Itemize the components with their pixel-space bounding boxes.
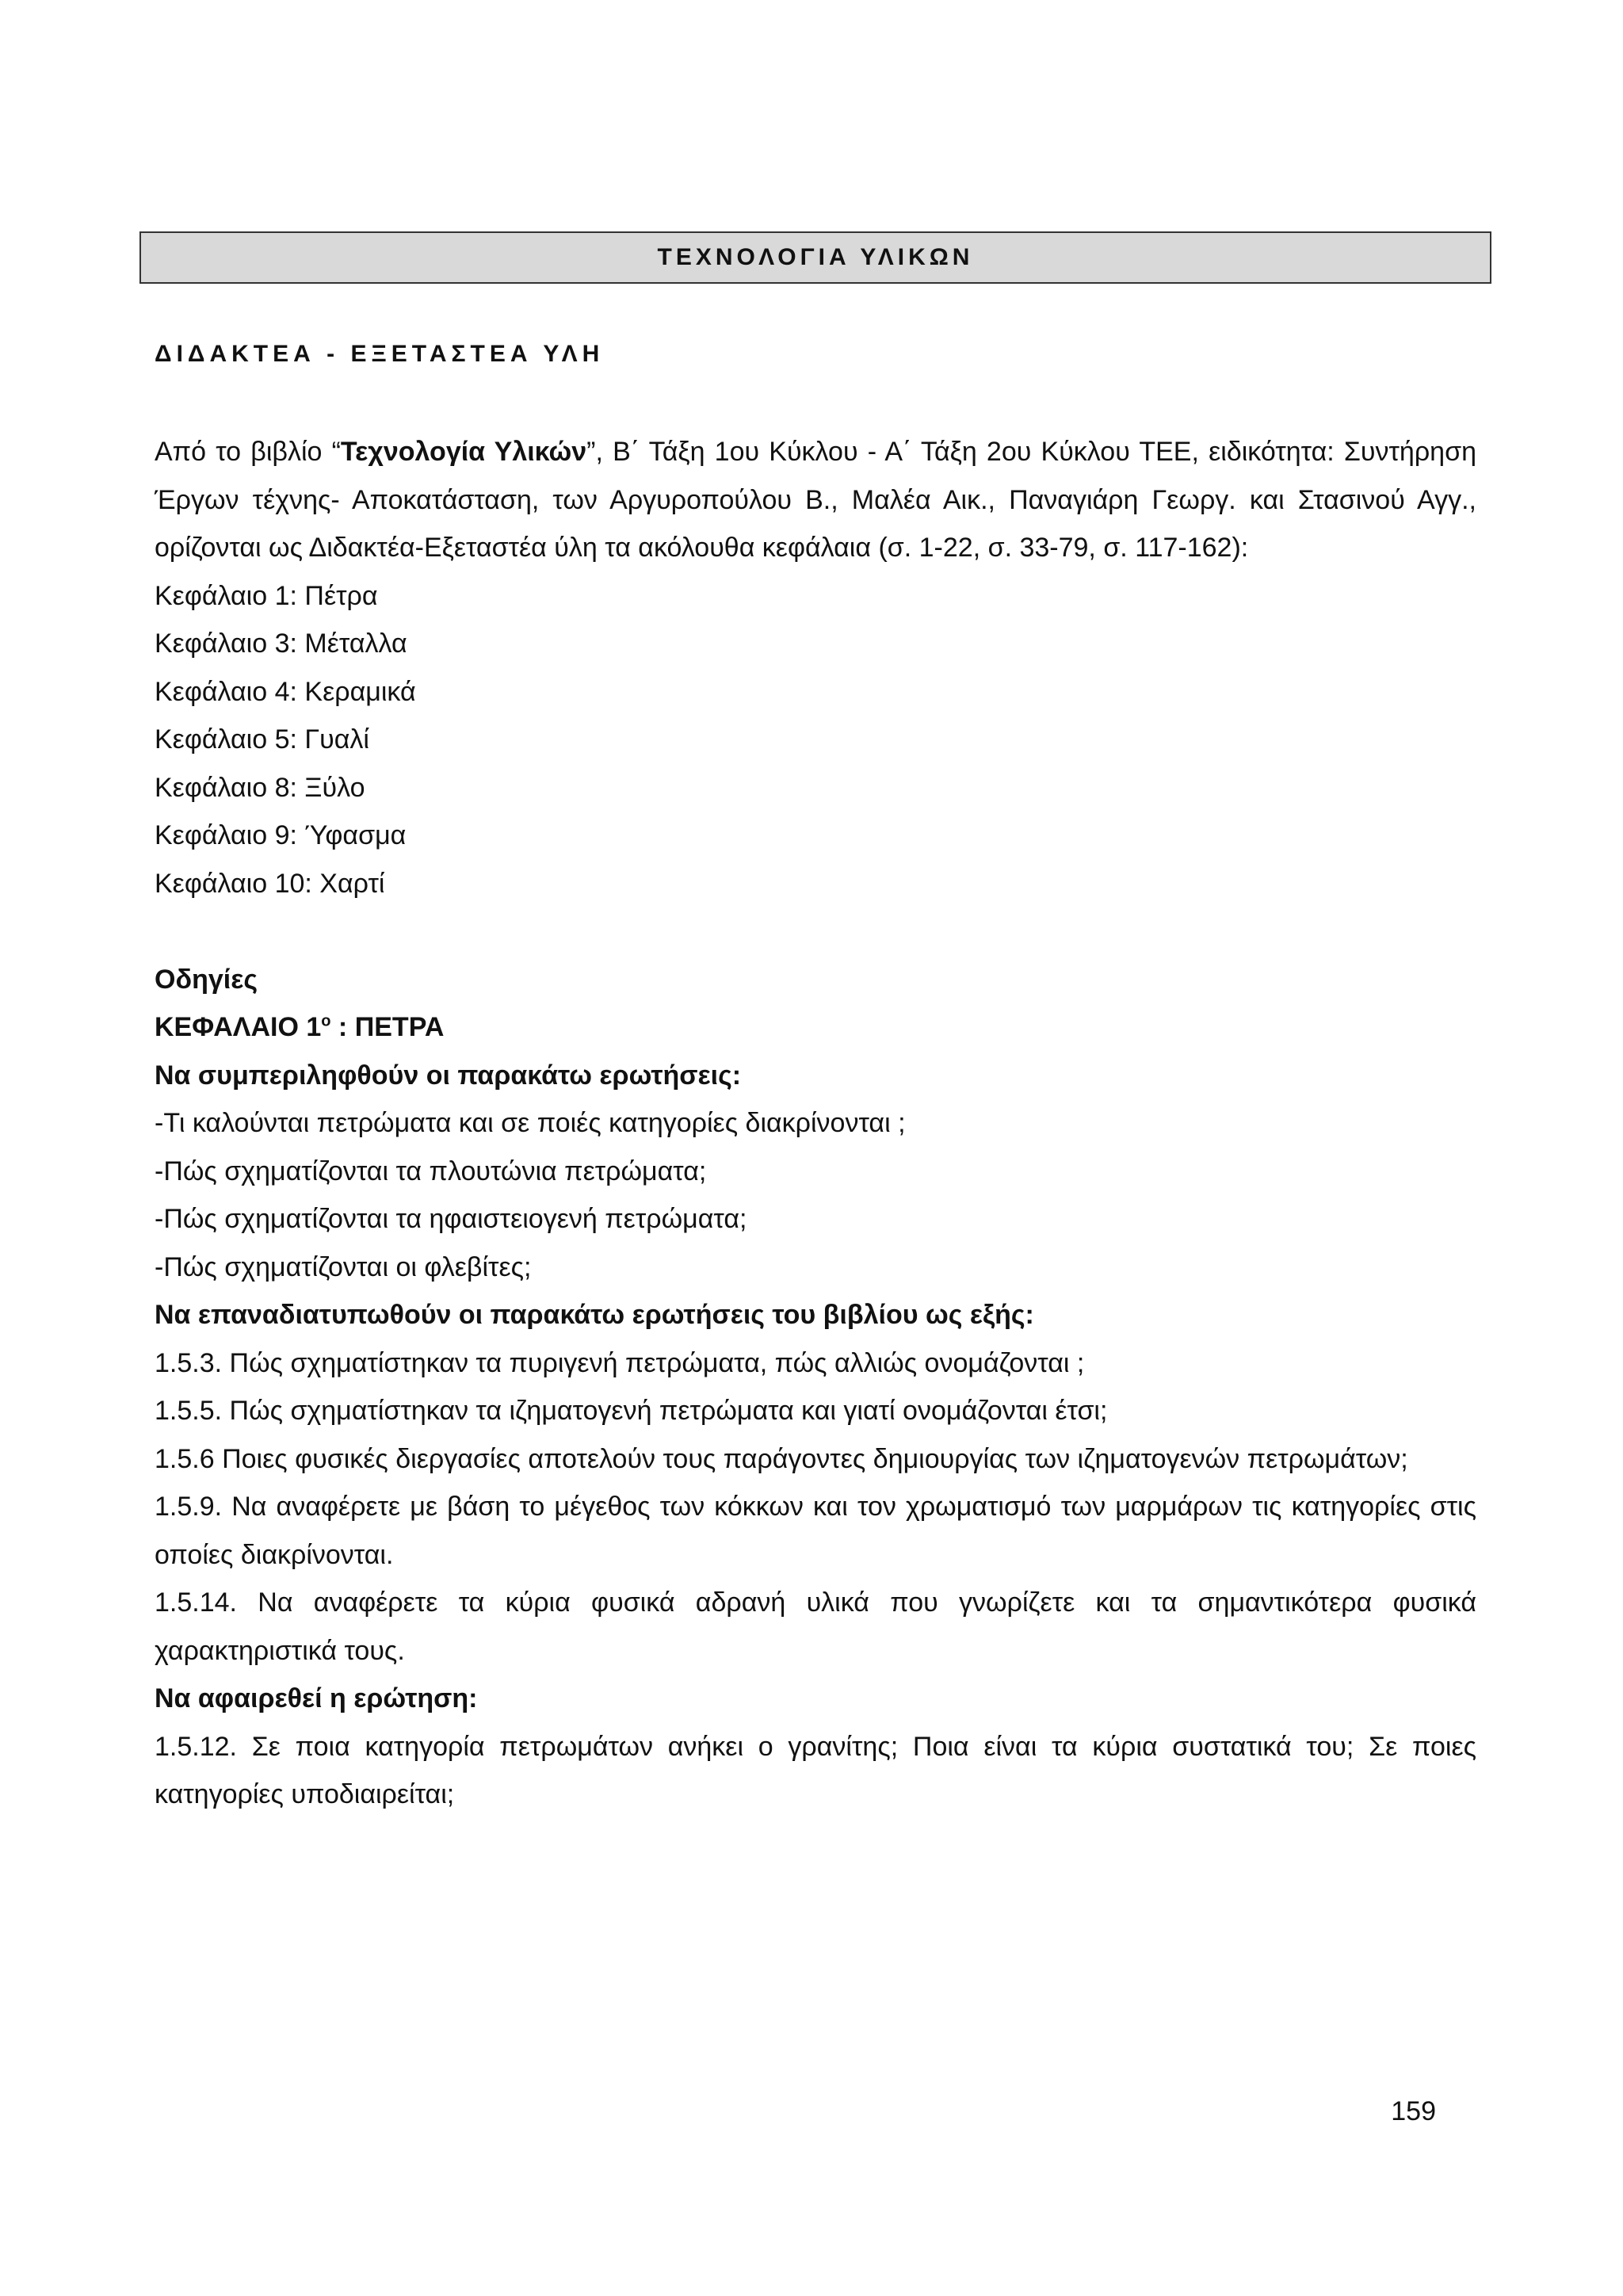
question-item: 1.5.14. Να αναφέρετε τα κύρια φυσικά αδρανή υλικά που γνωρίζετε και τα σημαντικότερα φυσικά χαρακτηριστικά τους. [155,1587,1476,1666]
intro-suffix: ”, Β΄ Τάξη 1ου Κύκλου - Α΄ Τάξη 2ου Κύκλου ΤΕΕ, ειδικότητα: Συντήρηση Έργων τέχνης- Αποκατάσταση, των Αργυροπούλου Β., Μαλέα Αικ., Παναγιάρη Γεωργ. και Στασινού Αγγ., ορίζονται ως Διδακτέα-Εξεταστέα ύλη τα ακόλουθα κεφάλαια (σ. 1-22, σ. 33-79, σ. 117-162): [155,437,1476,563]
question-item: -Πώς σχηματίζονται τα πλουτώνια πετρώματα; [155,1156,707,1186]
chapter-heading-ordinal: ο [321,1012,331,1030]
question-item: -Τι καλούνται πετρώματα και σε ποιές κατηγορίες διακρίνονται ; [155,1108,906,1138]
blank-line [155,907,1476,956]
question-item: 1.5.9. Να αναφέρετε με βάση το μέγεθος των κόκκων και τον χρωματισμό των μαρμάρων τις κατηγορίες στις οποίες διακρίνονται. [155,1492,1476,1570]
rephrase-heading: Να επαναδιατυπωθούν οι παρακάτω ερωτήσεις του βιβλίου ως εξής: [155,1300,1034,1330]
question-item: 1.5.3. Πώς σχηματίστηκαν τα πυριγενή πετρώματα, πώς αλλιώς ονομάζονται ; [155,1347,1085,1378]
section-subtitle: ΔΙΔΑΚΤΕΑ - ΕΞΕΤΑΣΤΕΑ ΥΛΗ [155,341,605,367]
question-item: -Πώς σχηματίζονται οι φλεβίτες; [155,1251,532,1282]
question-item: -Πώς σχηματίζονται τα ηφαιστειογενή πετρώματα; [155,1204,747,1234]
chapter-item: Κεφάλαιο 3: Μέταλλα [155,628,407,659]
book-title: Τεχνολογία Υλικών [340,437,587,467]
page-number: 159 [1391,2096,1436,2126]
intro-prefix: Από το βιβλίο “ [155,437,341,467]
include-heading: Να συμπεριληφθούν οι παρακάτω ερωτήσεις: [155,1060,742,1091]
chapter-heading-main: ΚΕΦΑΛΑΙΟ 1 [155,1012,322,1042]
chapter-item: Κεφάλαιο 10: Χαρτί [155,868,385,899]
chapter-item: Κεφάλαιο 1: Πέτρα [155,580,378,611]
intro-paragraph [155,428,1476,572]
chapter-item: Κεφάλαιο 4: Κεραμικά [155,676,416,707]
question-item: 1.5.6 Ποιες φυσικές διεργασίες αποτελούν τους παράγοντες δημιουργίας των ιζηματογενών πετρωμάτων; [155,1443,1408,1474]
chapter-heading-rest: : ΠΕΤΡΑ [330,1012,445,1042]
instructions-heading: Οδηγίες [155,964,258,995]
question-item: 1.5.5. Πώς σχηματίστηκαν τα ιζηματογενή πετρώματα και γιατί ονομάζονται έτσι; [155,1396,1108,1426]
document-body [155,428,1476,1819]
chapter-item: Κεφάλαιο 8: Ξύλο [155,772,365,803]
chapter-heading [155,1003,1476,1052]
chapter-item: Κεφάλαιο 5: Γυαλί [155,724,369,755]
question-item: 1.5.12. Σε ποια κατηγορία πετρωμάτων ανήκει ο γρανίτης; Ποια είναι τα κύρια συστατικά του; Σε ποιες κατηγορίες υποδιαιρείται; [155,1731,1476,1809]
page-title: ΤΕΧΝΟΛΟΓΙΑ ΥΛΙΚΩΝ [139,231,1491,284]
chapter-item: Κεφάλαιο 9: Ύφασμα [155,820,407,850]
remove-heading: Να αφαιρεθεί η ερώτηση: [155,1683,478,1713]
